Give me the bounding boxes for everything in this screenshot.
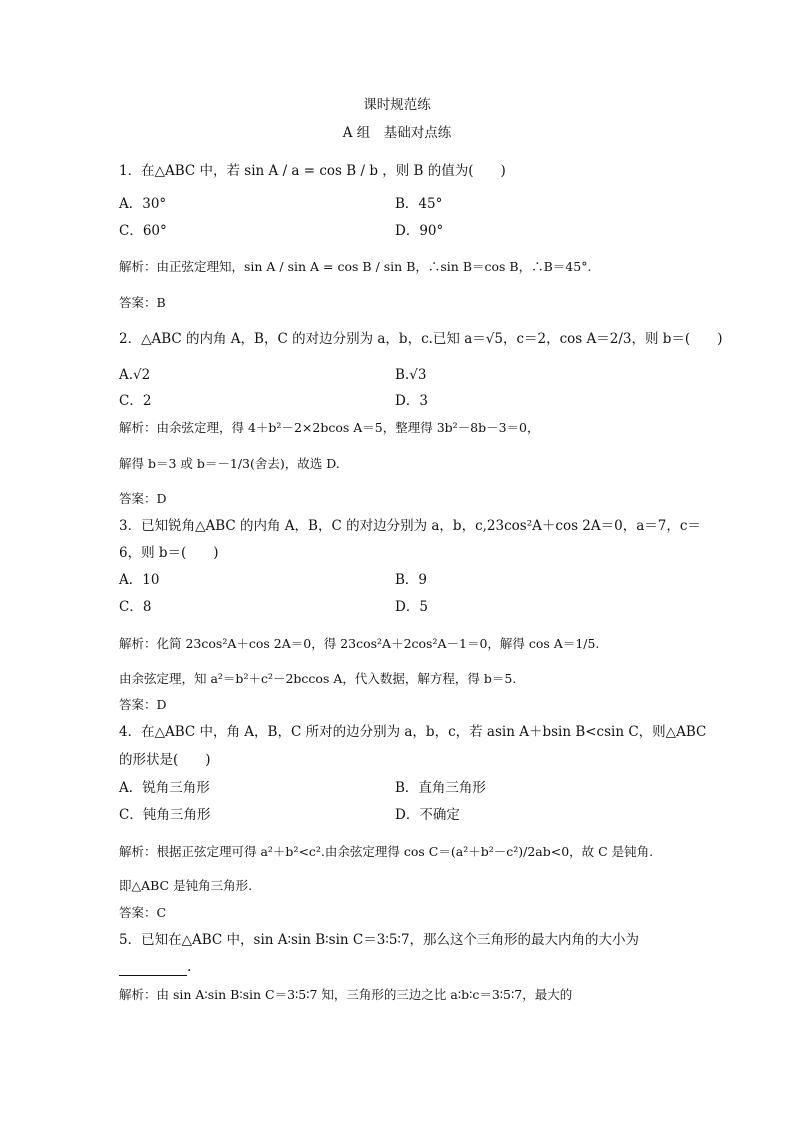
section-subtitle: A 组 基础对点练 — [342, 125, 452, 141]
q1-stem: 1．在△ABC 中，若 sin A / a = cos B / b ，则 B 的值为( ) — [119, 163, 506, 179]
q4-option-b: B．直角三角形 — [395, 780, 486, 796]
q2-answer: 答案：D — [119, 491, 167, 506]
q1-answer: 答案：B — [119, 295, 166, 310]
q5-stem-line2 — [119, 958, 191, 976]
q4-explanation-line2: 即△ABC 是钝角三角形. — [119, 878, 253, 893]
q4-stem-line1: 4．在△ABC 中，角 A，B，C 所对的边分别为 a，b，c，若 asin A＋bsin B<csin C，则△ABC — [119, 724, 707, 740]
q5-stem-line1: 5．已知在△ABC 中，sin A∶sin B∶sin C＝3∶5∶7，那么这个三角形的最大内角的大小为 — [119, 932, 640, 948]
q1-option-d: D．90° — [395, 223, 444, 239]
q2-stem: 2．△ABC 的内角 A，B，C 的对边分别为 a，b，c.已知 a＝√5，c＝2，cos A＝2/3，则 b＝( ) — [119, 331, 723, 347]
q3-option-a: A．10 — [119, 572, 160, 588]
q3-explanation-line1: 解析：化简 23cos²A＋cos 2A＝0，得 23cos²A＋2cos²A－1＝0，解得 cos A＝1/5. — [119, 636, 600, 651]
q3-option-d: D．5 — [395, 599, 428, 615]
q1-option-a: A．30° — [119, 196, 167, 212]
q3-explanation-line2: 由余弦定理，知 a²＝b²＋c²－2bccos A，代入数据，解方程，得 b＝5. — [119, 671, 517, 686]
q1-option-c: C．60° — [119, 223, 167, 239]
q1-option-b: B．45° — [395, 196, 443, 212]
q2-option-a: A.√2 — [119, 367, 151, 383]
q4-explanation-line1: 解析：根据正弦定理可得 a²＋b²<c².由余弦定理得 cos C＝(a²＋b²－c²)/2ab<0，故 C 是钝角. — [119, 844, 654, 859]
q3-stem-line2: 6，则 b＝( ) — [119, 545, 219, 561]
q3-option-c: C．8 — [119, 599, 152, 615]
q3-option-b: B．9 — [395, 572, 428, 588]
page-title: 课时规范练 — [363, 97, 431, 113]
q5-explanation-line1: 解析：由 sin A∶sin B∶sin C＝3∶5∶7 知，三角形的三边之比 a∶b∶c＝3∶5∶7，最大的 — [119, 987, 573, 1002]
q4-option-a: A．锐角三角形 — [119, 780, 210, 796]
q3-answer: 答案：D — [119, 697, 167, 712]
q2-explanation-line1: 解析：由余弦定理，得 4＋b²－2×2bcos A＝5，整理得 3b²－8b－3＝0， — [119, 420, 540, 435]
q4-option-c: C．钝角三角形 — [119, 807, 211, 823]
q1-explanation: 解析：由正弦定理知，sin A / sin A = cos B / sin B，∴sin B＝cos B，∴B＝45°. — [119, 259, 592, 274]
q4-stem-line2: 的形状是( ) — [119, 752, 211, 768]
q2-option-d: D．3 — [395, 393, 428, 409]
q5-stem-period: . — [187, 959, 192, 975]
q3-stem-line1: 3．已知锐角△ABC 的内角 A，B，C 的对边分别为 a，b，c,23cos²A＋cos 2A＝0，a＝7，c＝ — [119, 518, 701, 534]
q2-option-b: B.√3 — [395, 367, 427, 383]
q2-explanation-line2: 解得 b＝3 或 b＝－1/3(舍去)，故选 D. — [119, 456, 340, 471]
q2-option-c: C．2 — [119, 393, 152, 409]
q4-option-d: D．不确定 — [395, 807, 460, 823]
answer-blank — [119, 961, 187, 976]
q4-answer: 答案：C — [119, 905, 167, 920]
